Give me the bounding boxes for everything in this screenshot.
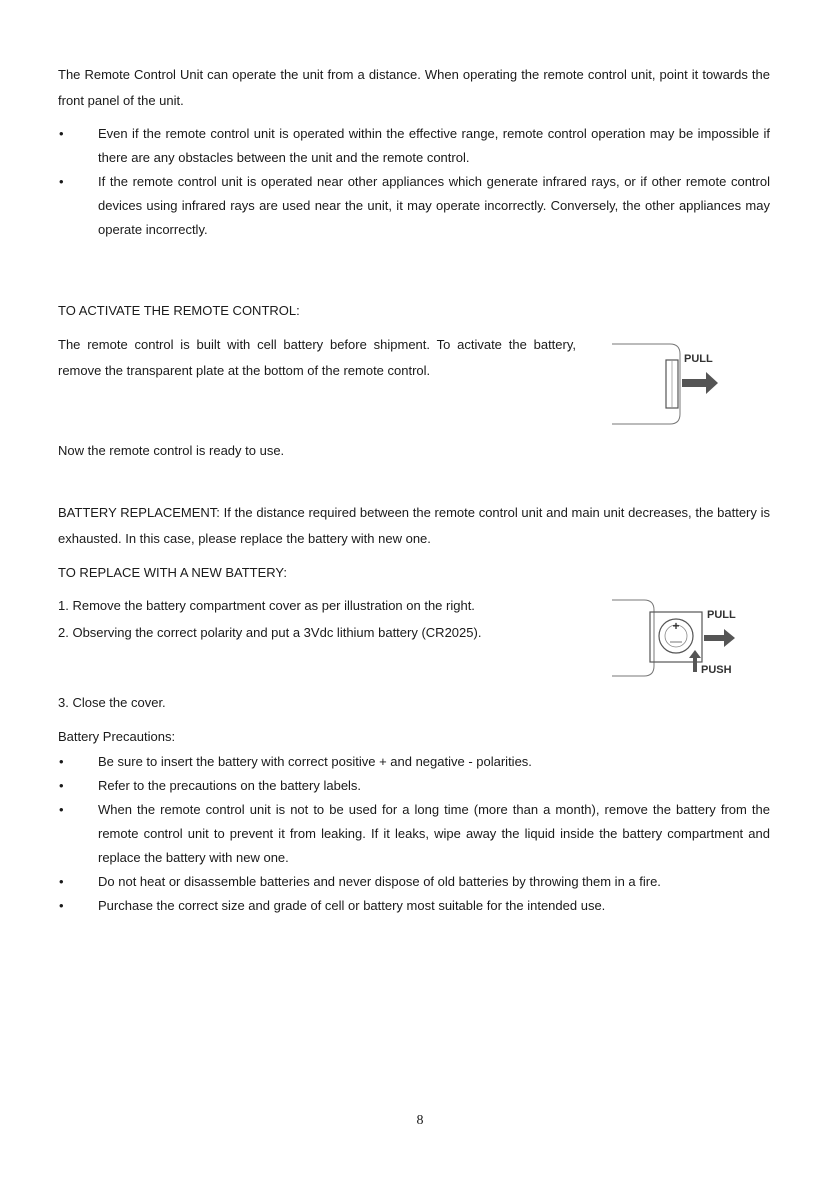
- pull-arrow-icon: [704, 629, 735, 647]
- precaution-item: • Refer to the precautions on the battery labels.: [58, 774, 770, 798]
- intro-paragraph: The Remote Control Unit can operate the unit from a distance. When operating the remote control unit, point it towards the front panel of the unit.: [58, 67, 770, 108]
- ready-text: Now the remote control is ready to use.: [58, 443, 285, 458]
- replacement-text: BATTERY REPLACEMENT: If the distance required between the remote control unit and main unit decreases, the battery is exhausted. In this case, please replace the battery with new one.: [58, 505, 770, 546]
- pull-label: PULL: [684, 353, 713, 365]
- step-2: 2. Observing the correct polarity and put a 3Vdc lithium battery (CR2025).: [58, 625, 482, 640]
- precaution-item: • Do not heat or disassemble batteries and never dispose of old batteries by throwing them in a fire.: [58, 870, 770, 894]
- precaution-item: • Purchase the correct size and grade of cell or battery most suitable for the intended use.: [58, 894, 770, 918]
- replace-steps-section: [58, 592, 770, 682]
- note-item: • If the remote control unit is operated near other appliances which generate infrared rays, or if other remote control devices using infrared rays are used near the unit, it may operate incorrectly. Conversely, the other appliances may operate incorrectly.: [58, 170, 770, 242]
- pull-label: PULL: [707, 609, 736, 621]
- battery-replace-illustration: [610, 596, 770, 682]
- operation-notes: [58, 122, 770, 242]
- precaution-item: • Be sure to insert the battery with correct positive + and negative - polarities.: [58, 750, 770, 774]
- precautions-heading: Battery Precautions:: [58, 729, 176, 744]
- replace-heading: TO REPLACE WITH A NEW BATTERY:: [58, 565, 287, 580]
- pull-tab-illustration: [610, 338, 770, 430]
- note-item: • Even if the remote control unit is operated within the effective range, remote control operation may be impossible if there are any obstacles between the unit and the remote control.: [58, 122, 770, 170]
- pull-arrow-icon: [682, 372, 718, 394]
- activate-text: The remote control is built with cell battery before shipment. To activate the battery, remove the transparent plate at the bottom of the remote control.: [58, 337, 576, 378]
- precaution-item: • When the remote control unit is not to be used for a long time (more than a month), remove the battery from the remote control unit to prevent it from leaking. If it leaks, wipe away the liquid inside the battery compartment and replace the battery with new one.: [58, 798, 770, 870]
- remote-pull-diagram: [610, 338, 770, 430]
- activate-section: [58, 332, 770, 430]
- step-1: 1. Remove the battery compartment cover as per illustration on the right.: [58, 598, 475, 613]
- plus-symbol: +: [672, 619, 680, 633]
- precautions-list: [58, 750, 770, 918]
- page-number: 8: [416, 1113, 424, 1128]
- activate-heading: TO ACTIVATE THE REMOTE CONTROL:: [58, 303, 300, 318]
- step-3: 3. Close the cover.: [58, 695, 166, 710]
- push-arrow-icon: [689, 650, 701, 672]
- battery-compartment-diagram: [610, 596, 770, 682]
- push-label: PUSH: [701, 664, 732, 676]
- manual-page: [58, 62, 770, 918]
